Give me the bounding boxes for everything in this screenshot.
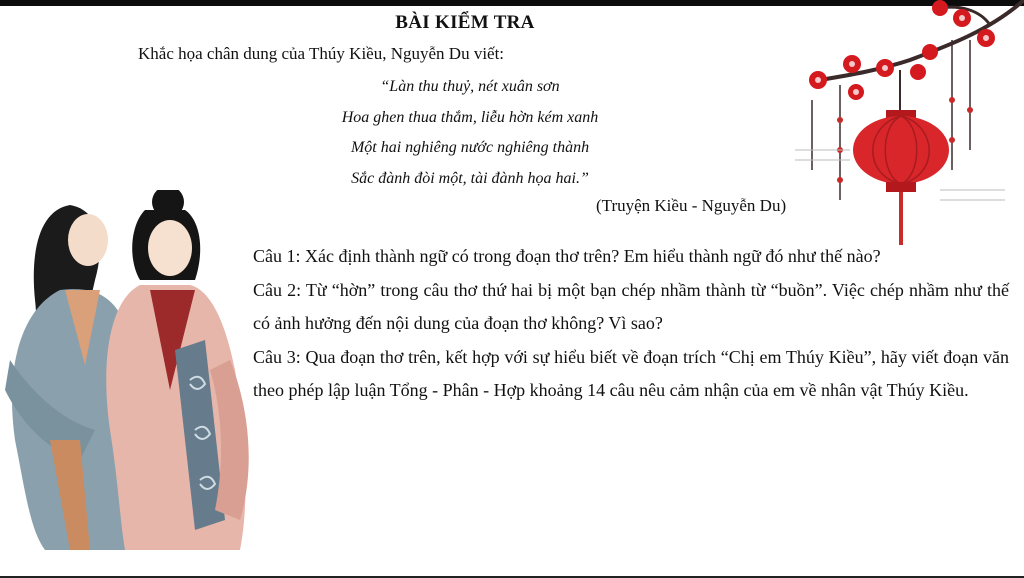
poem-line: Hoa ghen thua thắm, liễu hờn kém xanh	[341, 108, 599, 126]
lantern-blossom-illustration	[790, 0, 1024, 260]
worksheet-title: BÀI KIỂM TRA	[395, 12, 535, 33]
poem-line: “Làn thu thuỷ, nét xuân sơn	[380, 78, 560, 95]
poem-line: Sắc đành đòi một, tài đành họa hai.”	[351, 169, 589, 187]
question-3: Câu 3: Qua đoạn thơ trên, kết hợp với sự hiểu biết về đoạn trích “Chị em Thúy Kiều”, hãy viết đoạn văn theo phép lập luận Tổng - Phân - Hợp khoảng 14 câu nêu cảm nhận của em về nhân vật Thúy Kiều.	[253, 346, 1009, 400]
question-list	[253, 240, 1009, 408]
question-2: Câu 2: Từ “hờn” trong câu thơ thứ hai bị một bạn chép nhầm thành từ “buồn”. Việc chép nhầm như thế có ảnh hưởng đến nội dung của đoạn thơ không? Vì sao?	[253, 279, 1009, 333]
poem-line: Một hai nghiêng nước nghiêng thành	[350, 139, 590, 156]
two-women-illustration	[0, 190, 260, 555]
poem-block	[250, 72, 690, 194]
poem-source: (Truyện Kiều - Nguyễn Du)	[596, 196, 787, 215]
intro-line: Khắc họa chân dung của Thúy Kiều, Nguyễn Du viết:	[138, 44, 505, 63]
question-1: Câu 1: Xác định thành ngữ có trong đoạn thơ trên? Em hiểu thành ngữ đó như thế nào?	[253, 246, 881, 266]
